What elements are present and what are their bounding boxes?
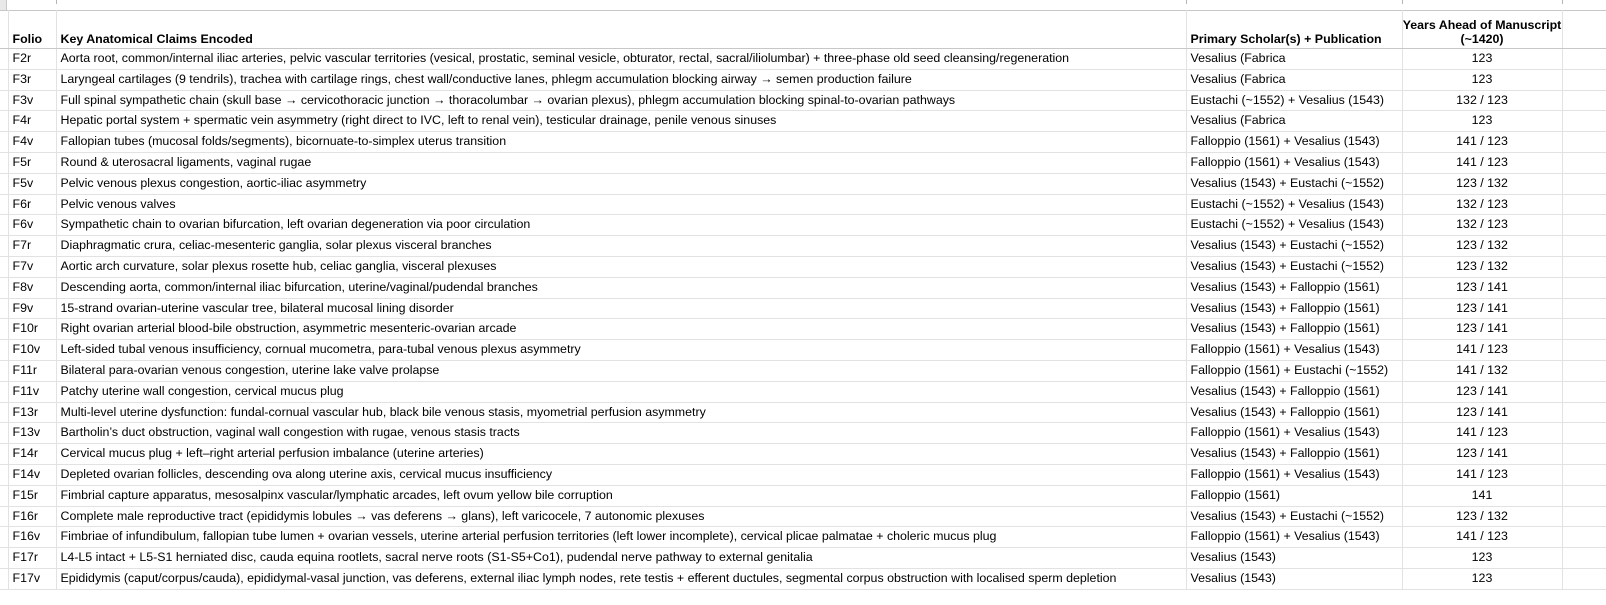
table-row [0,506,1606,527]
folio-cell[interactable]: F16r [8,506,56,527]
folio-cell[interactable]: F4r [8,111,56,132]
scholar-cell[interactable]: Falloppio (1561) + Eustachi (~1552) [1186,360,1402,381]
row-gutter-cell [0,49,8,70]
empty-cell[interactable] [1562,360,1606,381]
years-cell[interactable]: 123 / 141 [1402,277,1562,298]
years-cell[interactable]: 141 / 123 [1402,527,1562,548]
claims-cell[interactable]: Sympathetic chain to ovarian bifurcation, left ovarian degeneration via poor circulation [56,215,1186,236]
scholar-cell[interactable]: Vesalius (1543) + Eustachi (~1552) [1186,256,1402,277]
scholar-cell[interactable]: Vesalius (1543) + Falloppio (1561) [1186,444,1402,465]
scholar-cell[interactable]: Eustachi (~1552) + Vesalius (1543) [1186,215,1402,236]
row-gutter-cell [0,506,8,527]
empty-cell[interactable] [1562,49,1606,70]
empty-cell[interactable] [1562,111,1606,132]
scholar-cell[interactable]: Vesalius (1543) + Falloppio (1561) [1186,402,1402,423]
empty-cell[interactable] [1562,132,1606,153]
table-row [0,548,1606,569]
claims-cell[interactable]: Depleted ovarian follicles, descending ova along uterine axis, cervical mucus insufficiency [56,464,1186,485]
empty-cell[interactable] [1562,236,1606,257]
header-claims[interactable]: Key Anatomical Claims Encoded [56,10,1186,49]
claims-cell[interactable]: Aortic arch curvature, solar plexus rosette hub, celiac ganglia, visceral plexuses [56,256,1186,277]
scholar-cell[interactable]: Falloppio (1561) + Vesalius (1543) [1186,464,1402,485]
row-gutter-cell [0,111,8,132]
column-divider [1186,0,1187,4]
claims-cell[interactable]: Multi-level uterine dysfunction: fundal-cornual vascular hub, black bile venous stasis, myometrial perfusion asymmetry [56,402,1186,423]
scholar-cell[interactable]: Vesalius (Fabrica [1186,111,1402,132]
row-gutter-cell [0,69,8,90]
scholar-cell[interactable]: Vesalius (1543) + Eustachi (~1552) [1186,173,1402,194]
scholar-cell[interactable]: Vesalius (1543) + Falloppio (1561) [1186,277,1402,298]
scholar-cell[interactable]: Vesalius (1543) + Falloppio (1561) [1186,381,1402,402]
row-gutter-cell [0,173,8,194]
table-row [0,298,1606,319]
folio-cell[interactable]: F6r [8,194,56,215]
claims-cell[interactable]: Pelvic venous valves [56,194,1186,215]
folio-cell[interactable]: F10v [8,340,56,361]
claims-cell[interactable]: Descending aorta, common/internal iliac bifurcation, uterine/vaginal/pudendal branches [56,277,1186,298]
header-scholar[interactable]: Primary Scholar(s) + Publication [1186,10,1402,49]
row-gutter-cell [0,568,8,589]
years-cell[interactable]: 123 / 141 [1402,444,1562,465]
row-gutter [0,0,7,10]
row-gutter-cell [0,194,8,215]
scholar-cell[interactable]: Vesalius (1543) + Falloppio (1561) [1186,298,1402,319]
claims-cell[interactable]: Hepatic portal system + spermatic vein asymmetry (right direct to IVC, left to renal vein), testicular drainage, penile venous sinuses [56,111,1186,132]
years-cell[interactable]: 132 / 123 [1402,194,1562,215]
table-row [0,132,1606,153]
row-gutter-cell [0,381,8,402]
table-row [0,194,1606,215]
row-gutter-cell [0,464,8,485]
empty-cell[interactable] [1562,423,1606,444]
folio-cell[interactable]: F15r [8,485,56,506]
claims-cell[interactable]: Complete male reproductive tract (epididymis lobules → vas deferens → glans), left varicocele, 7 autonomic plexuses [56,506,1186,527]
years-cell[interactable]: 123 / 132 [1402,236,1562,257]
years-cell[interactable]: 141 / 123 [1402,423,1562,444]
table-row [0,152,1606,173]
folio-cell[interactable]: F4v [8,132,56,153]
scholar-cell[interactable]: Falloppio (1561) + Vesalius (1543) [1186,152,1402,173]
scholar-cell[interactable]: Vesalius (1543) [1186,568,1402,589]
folio-cell[interactable]: F16v [8,527,56,548]
years-cell[interactable]: 123 / 132 [1402,506,1562,527]
claims-cell[interactable]: Full spinal sympathetic chain (skull base → cervicothoracic junction → thoracolumbar → ovarian plexus), phlegm accumulation blocking spinal-to-ovarian pathways [56,90,1186,111]
claims-cell[interactable]: Fimbriae of infundibulum, fallopian tube lumen + ovarian vessels, uterine arterial perfusion territories (left lower incomplete), cervical plicae palmatae + choleric mucus plug [56,527,1186,548]
row-gutter-cell [0,548,8,569]
data-table [0,10,1606,590]
years-cell[interactable]: 123 / 141 [1402,381,1562,402]
empty-cell[interactable] [1562,10,1606,49]
empty-cell[interactable] [1562,527,1606,548]
row-gutter-cell [0,402,8,423]
claims-cell[interactable]: Bartholin’s duct obstruction, vaginal wall congestion with rugae, venous stasis tracts [56,423,1186,444]
folio-cell[interactable]: F2r [8,49,56,70]
scholar-cell[interactable]: Vesalius (1543) + Falloppio (1561) [1186,319,1402,340]
years-cell[interactable]: 141 / 132 [1402,360,1562,381]
empty-cell[interactable] [1562,506,1606,527]
table-row [0,340,1606,361]
row-gutter-cell [0,236,8,257]
table-row [0,90,1606,111]
folio-cell[interactable]: F5v [8,173,56,194]
column-divider [56,0,57,4]
empty-cell[interactable] [1562,152,1606,173]
row-gutter-cell [0,90,8,111]
claims-cell[interactable]: L4-L5 intact + L5-S1 herniated disc, cauda equina rootlets, sacral nerve roots (S1-S5+Co1), pudendal nerve pathway to external genitalia [56,548,1186,569]
years-cell[interactable]: 123 [1402,568,1562,589]
scholar-cell[interactable]: Falloppio (1561) + Vesalius (1543) [1186,132,1402,153]
table-row [0,173,1606,194]
table-row [0,464,1606,485]
row-gutter-cell [0,340,8,361]
folio-cell[interactable]: F17r [8,548,56,569]
folio-cell[interactable]: F6v [8,215,56,236]
empty-cell[interactable] [1562,277,1606,298]
empty-cell[interactable] [1562,444,1606,465]
row-gutter-cell [0,152,8,173]
folio-cell[interactable]: F14r [8,444,56,465]
folio-cell[interactable]: F3v [8,90,56,111]
scholar-cell[interactable]: Vesalius (Fabrica [1186,49,1402,70]
years-cell[interactable]: 123 [1402,111,1562,132]
row-gutter-cell [0,527,8,548]
empty-cell[interactable] [1562,69,1606,90]
empty-cell[interactable] [1562,568,1606,589]
folio-cell[interactable]: F10r [8,319,56,340]
claims-cell[interactable]: Laryngeal cartilages (9 tendrils), trachea with cartilage rings, chest wall/conductive lanes, phlegm accumulation blocking airway → semen production failure [56,69,1186,90]
claims-cell[interactable]: Fimbrial capture apparatus, mesosalpinx vascular/lymphatic arcades, left ovum yellow bile corruption [56,485,1186,506]
folio-cell[interactable]: F13r [8,402,56,423]
years-cell[interactable]: 123 / 132 [1402,256,1562,277]
claims-cell[interactable]: Left-sided tubal venous insufficiency, cornual mucometra, para-tubal venous plexus asymmetry [56,340,1186,361]
row-gutter-cell [0,319,8,340]
table-row [0,402,1606,423]
table-row [0,568,1606,589]
table-row [0,527,1606,548]
row-gutter-cell [0,298,8,319]
row-gutter-cell [0,277,8,298]
years-cell[interactable]: 123 / 141 [1402,298,1562,319]
folio-cell[interactable]: F17v [8,568,56,589]
claims-cell[interactable]: Pelvic venous plexus congestion, aortic-iliac asymmetry [56,173,1186,194]
header-folio[interactable]: Folio [8,10,56,49]
years-cell[interactable]: 132 / 123 [1402,90,1562,111]
header-row [0,10,1606,49]
row-gutter-cell [0,132,8,153]
years-cell[interactable]: 141 / 123 [1402,152,1562,173]
folio-cell[interactable]: F9v [8,298,56,319]
table-row [0,485,1606,506]
years-cell[interactable]: 123 / 141 [1402,319,1562,340]
claims-cell[interactable]: Epididymis (caput/corpus/cauda), epididymal-vasal junction, vas deferens, external iliac lymph nodes, rete testis + efferent ductules, segmental corpus obstruction with localised sperm depletion [56,568,1186,589]
empty-cell[interactable] [1562,256,1606,277]
years-cell[interactable]: 123 [1402,49,1562,70]
empty-cell[interactable] [1562,173,1606,194]
table-row [0,69,1606,90]
claims-cell[interactable]: Diaphragmatic crura, celiac-mesenteric ganglia, solar plexus visceral branches [56,236,1186,257]
table-row [0,360,1606,381]
claims-cell[interactable]: Cervical mucus plug + left–right arterial perfusion imbalance (uterine arteries) [56,444,1186,465]
folio-cell[interactable]: F3r [8,69,56,90]
empty-cell[interactable] [1562,381,1606,402]
years-cell[interactable]: 123 / 141 [1402,402,1562,423]
years-cell[interactable]: 123 / 132 [1402,173,1562,194]
empty-cell[interactable] [1562,319,1606,340]
row-gutter-cell [0,10,8,49]
scholar-cell[interactable]: Eustachi (~1552) + Vesalius (1543) [1186,90,1402,111]
scholar-cell[interactable]: Falloppio (1561) + Vesalius (1543) [1186,527,1402,548]
years-cell[interactable]: 141 / 123 [1402,132,1562,153]
empty-cell[interactable] [1562,340,1606,361]
table-row [0,236,1606,257]
folio-cell[interactable]: F7v [8,256,56,277]
empty-cell[interactable] [1562,194,1606,215]
folio-cell[interactable]: F14v [8,464,56,485]
table-row [0,215,1606,236]
claims-cell[interactable]: 15-strand ovarian-uterine vascular tree, bilateral mucosal lining disorder [56,298,1186,319]
table-row [0,277,1606,298]
claims-cell[interactable]: Bilateral para-ovarian venous congestion, uterine lake valve prolapse [56,360,1186,381]
table-row [0,423,1606,444]
empty-cell[interactable] [1562,464,1606,485]
years-cell[interactable]: 123 [1402,69,1562,90]
years-cell[interactable]: 141 / 123 [1402,340,1562,361]
claims-cell[interactable]: Fallopian tubes (mucosal folds/segments), bicornuate-to-simplex uterus transition [56,132,1186,153]
scholar-cell[interactable]: Falloppio (1561) + Vesalius (1543) [1186,340,1402,361]
table-row [0,444,1606,465]
scholar-cell[interactable]: Vesalius (1543) + Eustachi (~1552) [1186,506,1402,527]
empty-cell[interactable] [1562,90,1606,111]
folio-cell[interactable]: F11r [8,360,56,381]
empty-cell[interactable] [1562,298,1606,319]
folio-cell[interactable]: F11v [8,381,56,402]
claims-cell[interactable]: Aorta root, common/internal iliac arteries, pelvic vascular territories (vesical, prostatic, seminal vesicle, obturator, rectal, sacral/iliolumbar) + three-phase old seed cleansing/regeneration [56,49,1186,70]
scholar-cell[interactable]: Falloppio (1561) + Vesalius (1543) [1186,423,1402,444]
row-gutter-cell [0,256,8,277]
scholar-cell[interactable]: Eustachi (~1552) + Vesalius (1543) [1186,194,1402,215]
folio-cell[interactable]: F13v [8,423,56,444]
scholar-cell[interactable]: Falloppio (1561) [1186,485,1402,506]
years-cell[interactable]: 132 / 123 [1402,215,1562,236]
table-row [0,49,1606,70]
column-divider [1562,0,1563,4]
empty-cell[interactable] [1562,548,1606,569]
empty-cell[interactable] [1562,485,1606,506]
claims-cell[interactable]: Patchy uterine wall congestion, cervical mucus plug [56,381,1186,402]
row-gutter-cell [0,215,8,236]
header-years[interactable]: Years Ahead of Manuscript (~1420) [1402,10,1562,49]
table-row [0,381,1606,402]
claims-cell[interactable]: Right ovarian arterial blood-bile obstruction, asymmetric mesenteric-ovarian arcade [56,319,1186,340]
scholar-cell[interactable]: Vesalius (Fabrica [1186,69,1402,90]
claims-cell[interactable]: Round & uterosacral ligaments, vaginal rugae [56,152,1186,173]
column-divider [1402,0,1403,4]
row-gutter-cell [0,423,8,444]
table-row [0,319,1606,340]
empty-cell[interactable] [1562,402,1606,423]
scholar-cell[interactable]: Vesalius (1543) + Eustachi (~1552) [1186,236,1402,257]
empty-cell[interactable] [1562,215,1606,236]
years-cell[interactable]: 141 [1402,485,1562,506]
years-cell[interactable]: 123 [1402,548,1562,569]
folio-cell[interactable]: F7r [8,236,56,257]
row-gutter-cell [0,360,8,381]
table-row [0,111,1606,132]
scholar-cell[interactable]: Vesalius (1543) [1186,548,1402,569]
folio-cell[interactable]: F8v [8,277,56,298]
years-cell[interactable]: 141 / 123 [1402,464,1562,485]
row-gutter-cell [0,485,8,506]
table-row [0,256,1606,277]
folio-cell[interactable]: F5r [8,152,56,173]
row-gutter-cell [0,444,8,465]
